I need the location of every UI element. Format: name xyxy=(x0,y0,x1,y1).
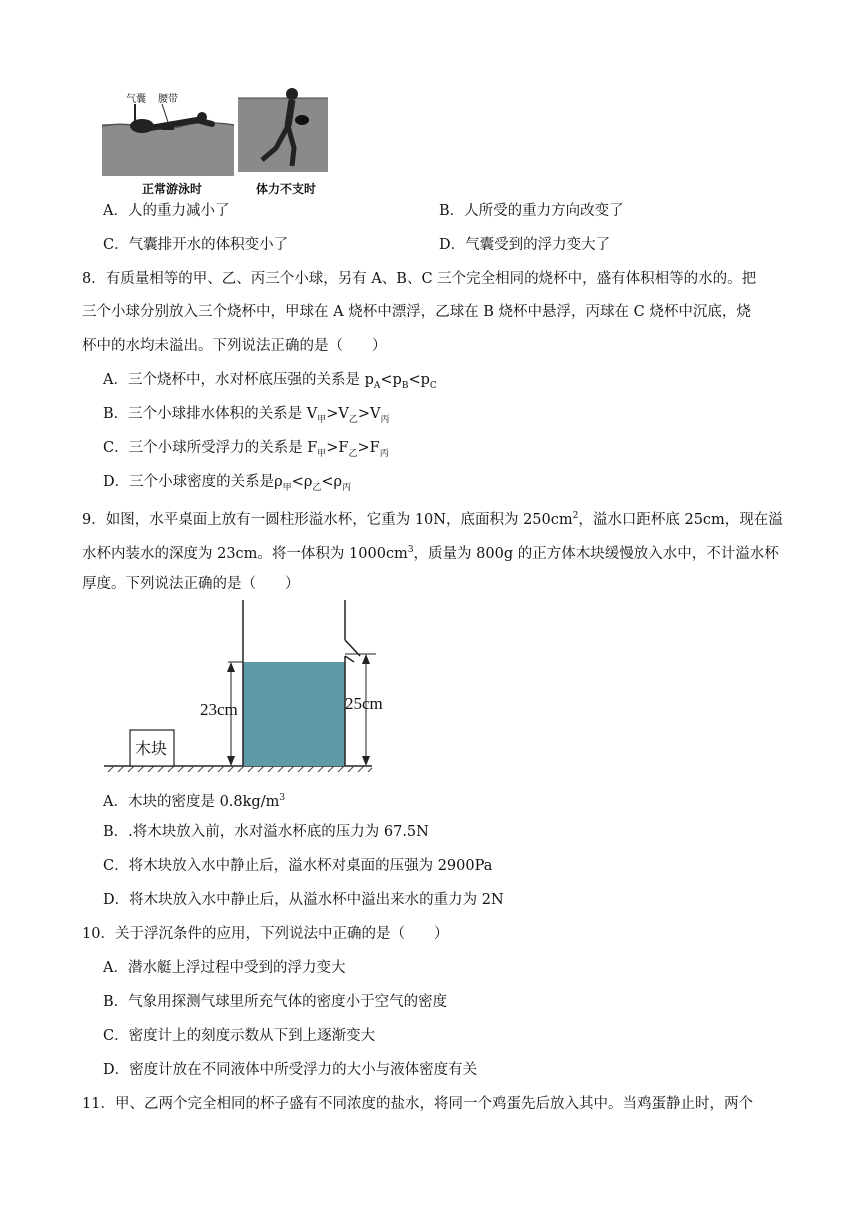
exhausted-swimmer-photo xyxy=(238,86,328,172)
q10-stem: 10．关于浮沉条件的应用，下列说法中正确的是（ ） xyxy=(82,926,449,942)
q8-b-rel2: >V xyxy=(357,406,381,422)
q9-stem-line2 xyxy=(82,540,779,564)
q8-d-sub2: 乙 xyxy=(312,482,322,493)
q8-d-sub3: 丙 xyxy=(342,482,352,493)
q9-stem1-text-b: ，溢水口距杯底 25cm，现在溢 xyxy=(578,511,783,528)
q8-option-d xyxy=(103,472,351,498)
q11-stem: 11．甲、乙两个完全相同的杯子盛有不同浓度的盐水，将同一个鸡蛋先后放入其中。当鸡蛋静止时，两个 xyxy=(82,1096,753,1112)
q8-a-rel2: <p xyxy=(408,372,430,388)
q8-c-sub1: 甲 xyxy=(317,448,327,459)
strap-label: 腰带 xyxy=(158,94,178,105)
q8-c-text: C．三个小球所受浮力的关系是 F xyxy=(103,440,318,456)
q7-option-b: B．人所受的重力方向改变了 xyxy=(439,203,624,219)
q8-stem-line3: 杯中的水均未溢出。下列说法正确的是（ ） xyxy=(82,338,387,354)
q9-stem2-sup: 3 xyxy=(407,545,414,555)
overflow-cup-figure xyxy=(104,600,383,780)
q9-stem-line3: 厚度。下列说法正确的是（ ） xyxy=(82,576,300,592)
q9-a-sup: 3 xyxy=(279,793,286,803)
q8-option-c xyxy=(103,438,389,464)
q8-a-text: A．三个烧杯中，水对杯底压强的关系是 p xyxy=(103,372,374,388)
q9-stem2-text-a: 水杯内装水的深度为 23cm。将一体积为 1000cm xyxy=(82,545,408,562)
q8-c-rel1: >F xyxy=(326,440,349,456)
q10-option-c: C．密度计上的刻度示数从下到上逐渐变大 xyxy=(103,1028,376,1044)
figure-caption-normal: 正常游泳时 xyxy=(142,182,203,196)
q8-stem-line2: 三个小球分别放入三个烧杯中，甲球在 A 烧杯中漂浮，乙球在 B 烧杯中悬浮，丙球在 C 烧杯中沉底，烧 xyxy=(82,304,751,320)
q9-option-a xyxy=(103,788,285,812)
q8-b-sub2: 乙 xyxy=(348,414,358,425)
q8-option-a xyxy=(103,370,437,396)
q8-d-rel2: <ρ xyxy=(321,474,343,490)
q8-b-text: B．三个小球排水体积的关系是 V xyxy=(103,406,318,422)
q8-c-rel2: >F xyxy=(357,440,380,456)
q8-b-rel1: >V xyxy=(326,406,349,422)
q8-b-sub3: 丙 xyxy=(380,414,390,425)
q8-stem-line1: 8．有质量相等的甲、乙、丙三个小球，另有 A、B、C 三个完全相同的烧杯中，盛有体积相等的水的。把 xyxy=(82,271,757,287)
q9-option-c: C．将木块放入水中静止后，溢水杯对桌面的压强为 2900Pa xyxy=(103,858,493,874)
q8-a-sub3: C xyxy=(429,380,437,391)
q7-option-d: D．气囊受到的浮力变大了 xyxy=(439,237,611,253)
q9-stem-line1 xyxy=(82,506,783,530)
depth-23cm-label: 23cm xyxy=(200,700,238,719)
q8-a-sub2: B xyxy=(401,380,409,391)
height-25cm-label: 25cm xyxy=(345,694,383,713)
q8-b-sub1: 甲 xyxy=(317,414,327,425)
figure-caption-exhausted: 体力不支时 xyxy=(256,182,317,196)
wood-block-label: 木块 xyxy=(135,741,168,758)
q9-stem2-text-b: ，质量为 800g 的正方体木块缓慢放入水中，不计溢水杯 xyxy=(413,545,779,562)
q9-stem1-sup: 2 xyxy=(572,511,579,521)
q8-c-sub2: 乙 xyxy=(348,448,358,459)
q8-c-sub3: 丙 xyxy=(379,448,389,459)
q8-option-b xyxy=(103,404,390,430)
q9-stem1-text-a: 9．如图，水平桌面上放有一圆柱形溢水杯，它重为 10N，底面积为 250cm xyxy=(82,511,573,528)
q9-option-d: D．将木块放入水中静止后，从溢水杯中溢出来水的重力为 2N xyxy=(103,892,504,908)
q9-a-text: A．木块的密度是 0.8kg/m xyxy=(103,793,280,810)
water-body xyxy=(243,662,345,766)
q10-option-d: D．密度计放在不同液体中所受浮力的大小与液体密度有关 xyxy=(103,1062,478,1078)
q7-option-a: A．人的重力减小了 xyxy=(103,203,230,219)
q8-d-text: D．三个小球密度的关系是ρ xyxy=(103,474,283,490)
q8-d-sub1: 甲 xyxy=(282,482,292,493)
swim-figure xyxy=(100,86,332,198)
q8-a-sub1: A xyxy=(373,380,381,391)
q8-d-rel1: <ρ xyxy=(291,474,313,490)
airbag-label: 气囊 xyxy=(126,94,146,105)
q7-option-c: C．气囊排开水的体积变小了 xyxy=(103,237,289,253)
q10-option-b: B．气象用探测气球里所充气体的密度小于空气的密度 xyxy=(103,994,448,1010)
q9-option-b: B．.将木块放入前，水对溢水杯底的压力为 67.5N xyxy=(103,824,429,840)
q8-a-rel1: <p xyxy=(380,372,402,388)
q10-option-a: A．潜水艇上浮过程中受到的浮力变大 xyxy=(103,960,346,976)
